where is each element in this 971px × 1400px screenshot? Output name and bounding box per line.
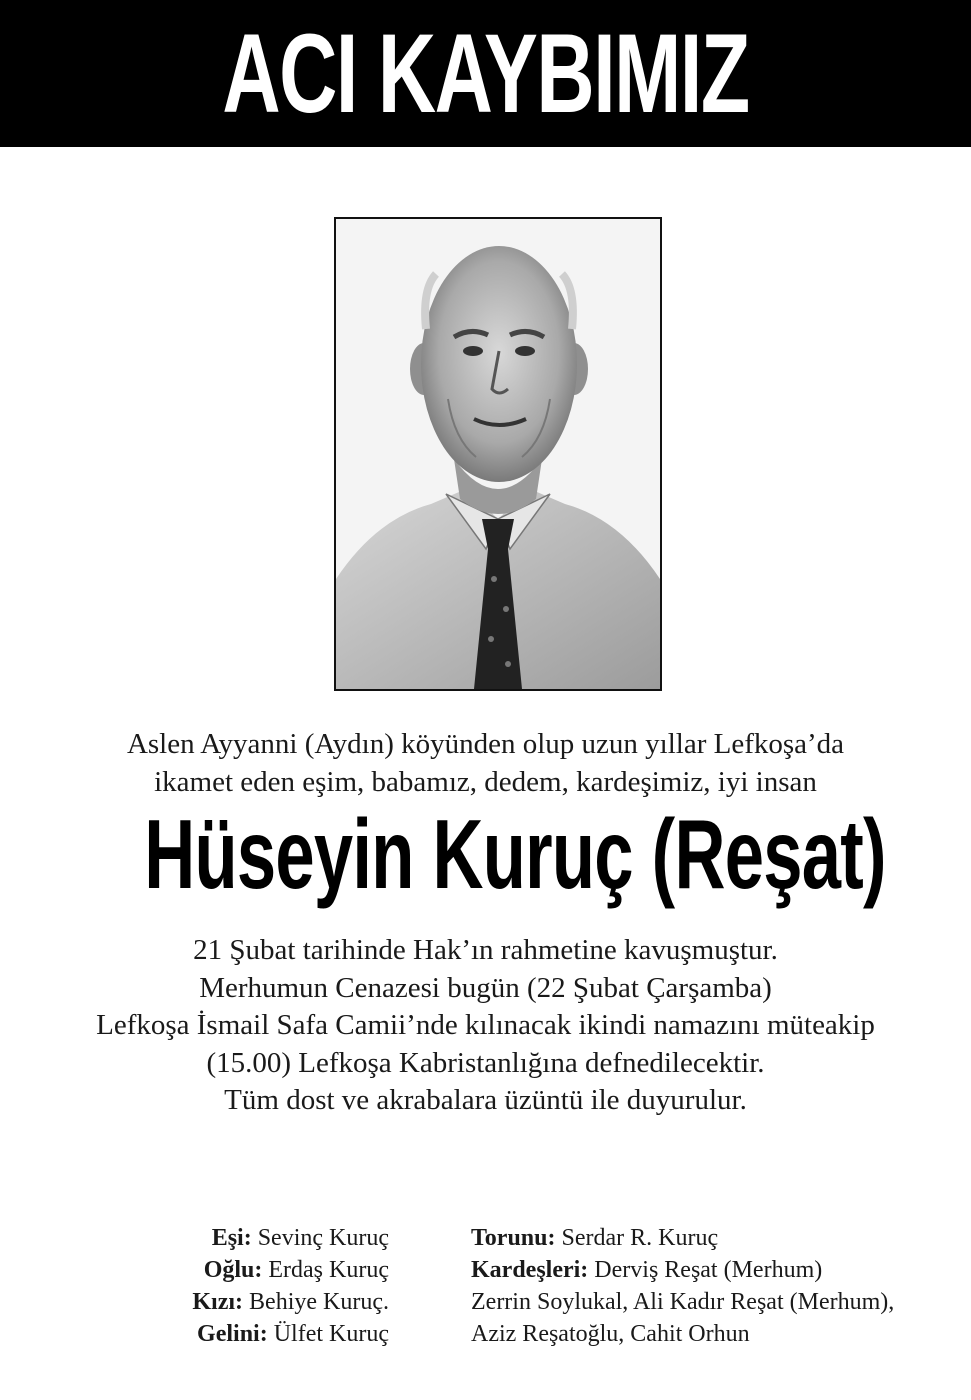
family-list-right [471,1222,894,1350]
family-value: Sevinç Kuruç [251,1225,389,1251]
announcement-line: Lefkoşa İsmail Safa Camii’nde kılınacak ikindi namazını müteakip [96,1009,875,1041]
family-label: Gelini: [197,1321,268,1347]
family-row-spouse [192,1222,389,1254]
family-label: Oğlu: [203,1257,263,1283]
portrait-photo [334,217,662,691]
announcement-line: Merhumun Cenazesi bugün (22 Şubat Çarşamba) [199,971,772,1004]
family-value: Ülfet Kuruç [267,1321,389,1347]
deceased-name-text: Hüseyin Kuruç (Reşat) [144,799,886,909]
family-value: Behiye Kuruç. [243,1289,389,1315]
announcement-text [0,932,971,1120]
family-row-daughter-in-law [192,1318,389,1350]
family-label: Eşi: [211,1225,252,1251]
intro-text [0,725,971,801]
family-row-siblings-cont: Zerrin Soylukal, Ali Kadır Reşat (Merhum), [471,1289,895,1315]
header-band [0,0,971,147]
family-label: Torunu: [471,1225,556,1251]
intro-line: Aslen Ayyanni (Aydın) köyünden olup uzun yıllar Lefkoşa’da [126,728,845,760]
announcement-line: 21 Şubat tarihinde Hak’ın rahmetine kavuşmuştur. [193,934,778,966]
family-value: Derviş Reşat (Merhum) [588,1257,823,1283]
announcement-line: (15.00) Lefkoşa Kabristanlığına defnedilecektir. [206,1046,765,1079]
family-value: Serdar R. Kuruç [555,1225,719,1251]
family-row-siblings-cont: Aziz Reşatoğlu, Cahit Orhun [471,1321,750,1347]
family-row-daughter [192,1286,389,1318]
page-title: ACI KAYBIMIZ [222,10,749,136]
family-row-son [192,1254,389,1286]
family-list-left [192,1222,389,1350]
family-value: Erdaş Kuruç [262,1257,389,1283]
family-row-grandchild [471,1222,894,1254]
deceased-name [0,799,971,909]
family-row-siblings [471,1254,894,1286]
family-label: Kardeşleri: [471,1257,589,1283]
family-label: Kızı: [192,1289,244,1315]
intro-line: ikamet eden eşim, babamız, dedem, kardeşimiz, iyi insan [154,766,817,798]
announcement-line: Tüm dost ve akrabalara üzüntü ile duyurulur. [224,1084,747,1116]
